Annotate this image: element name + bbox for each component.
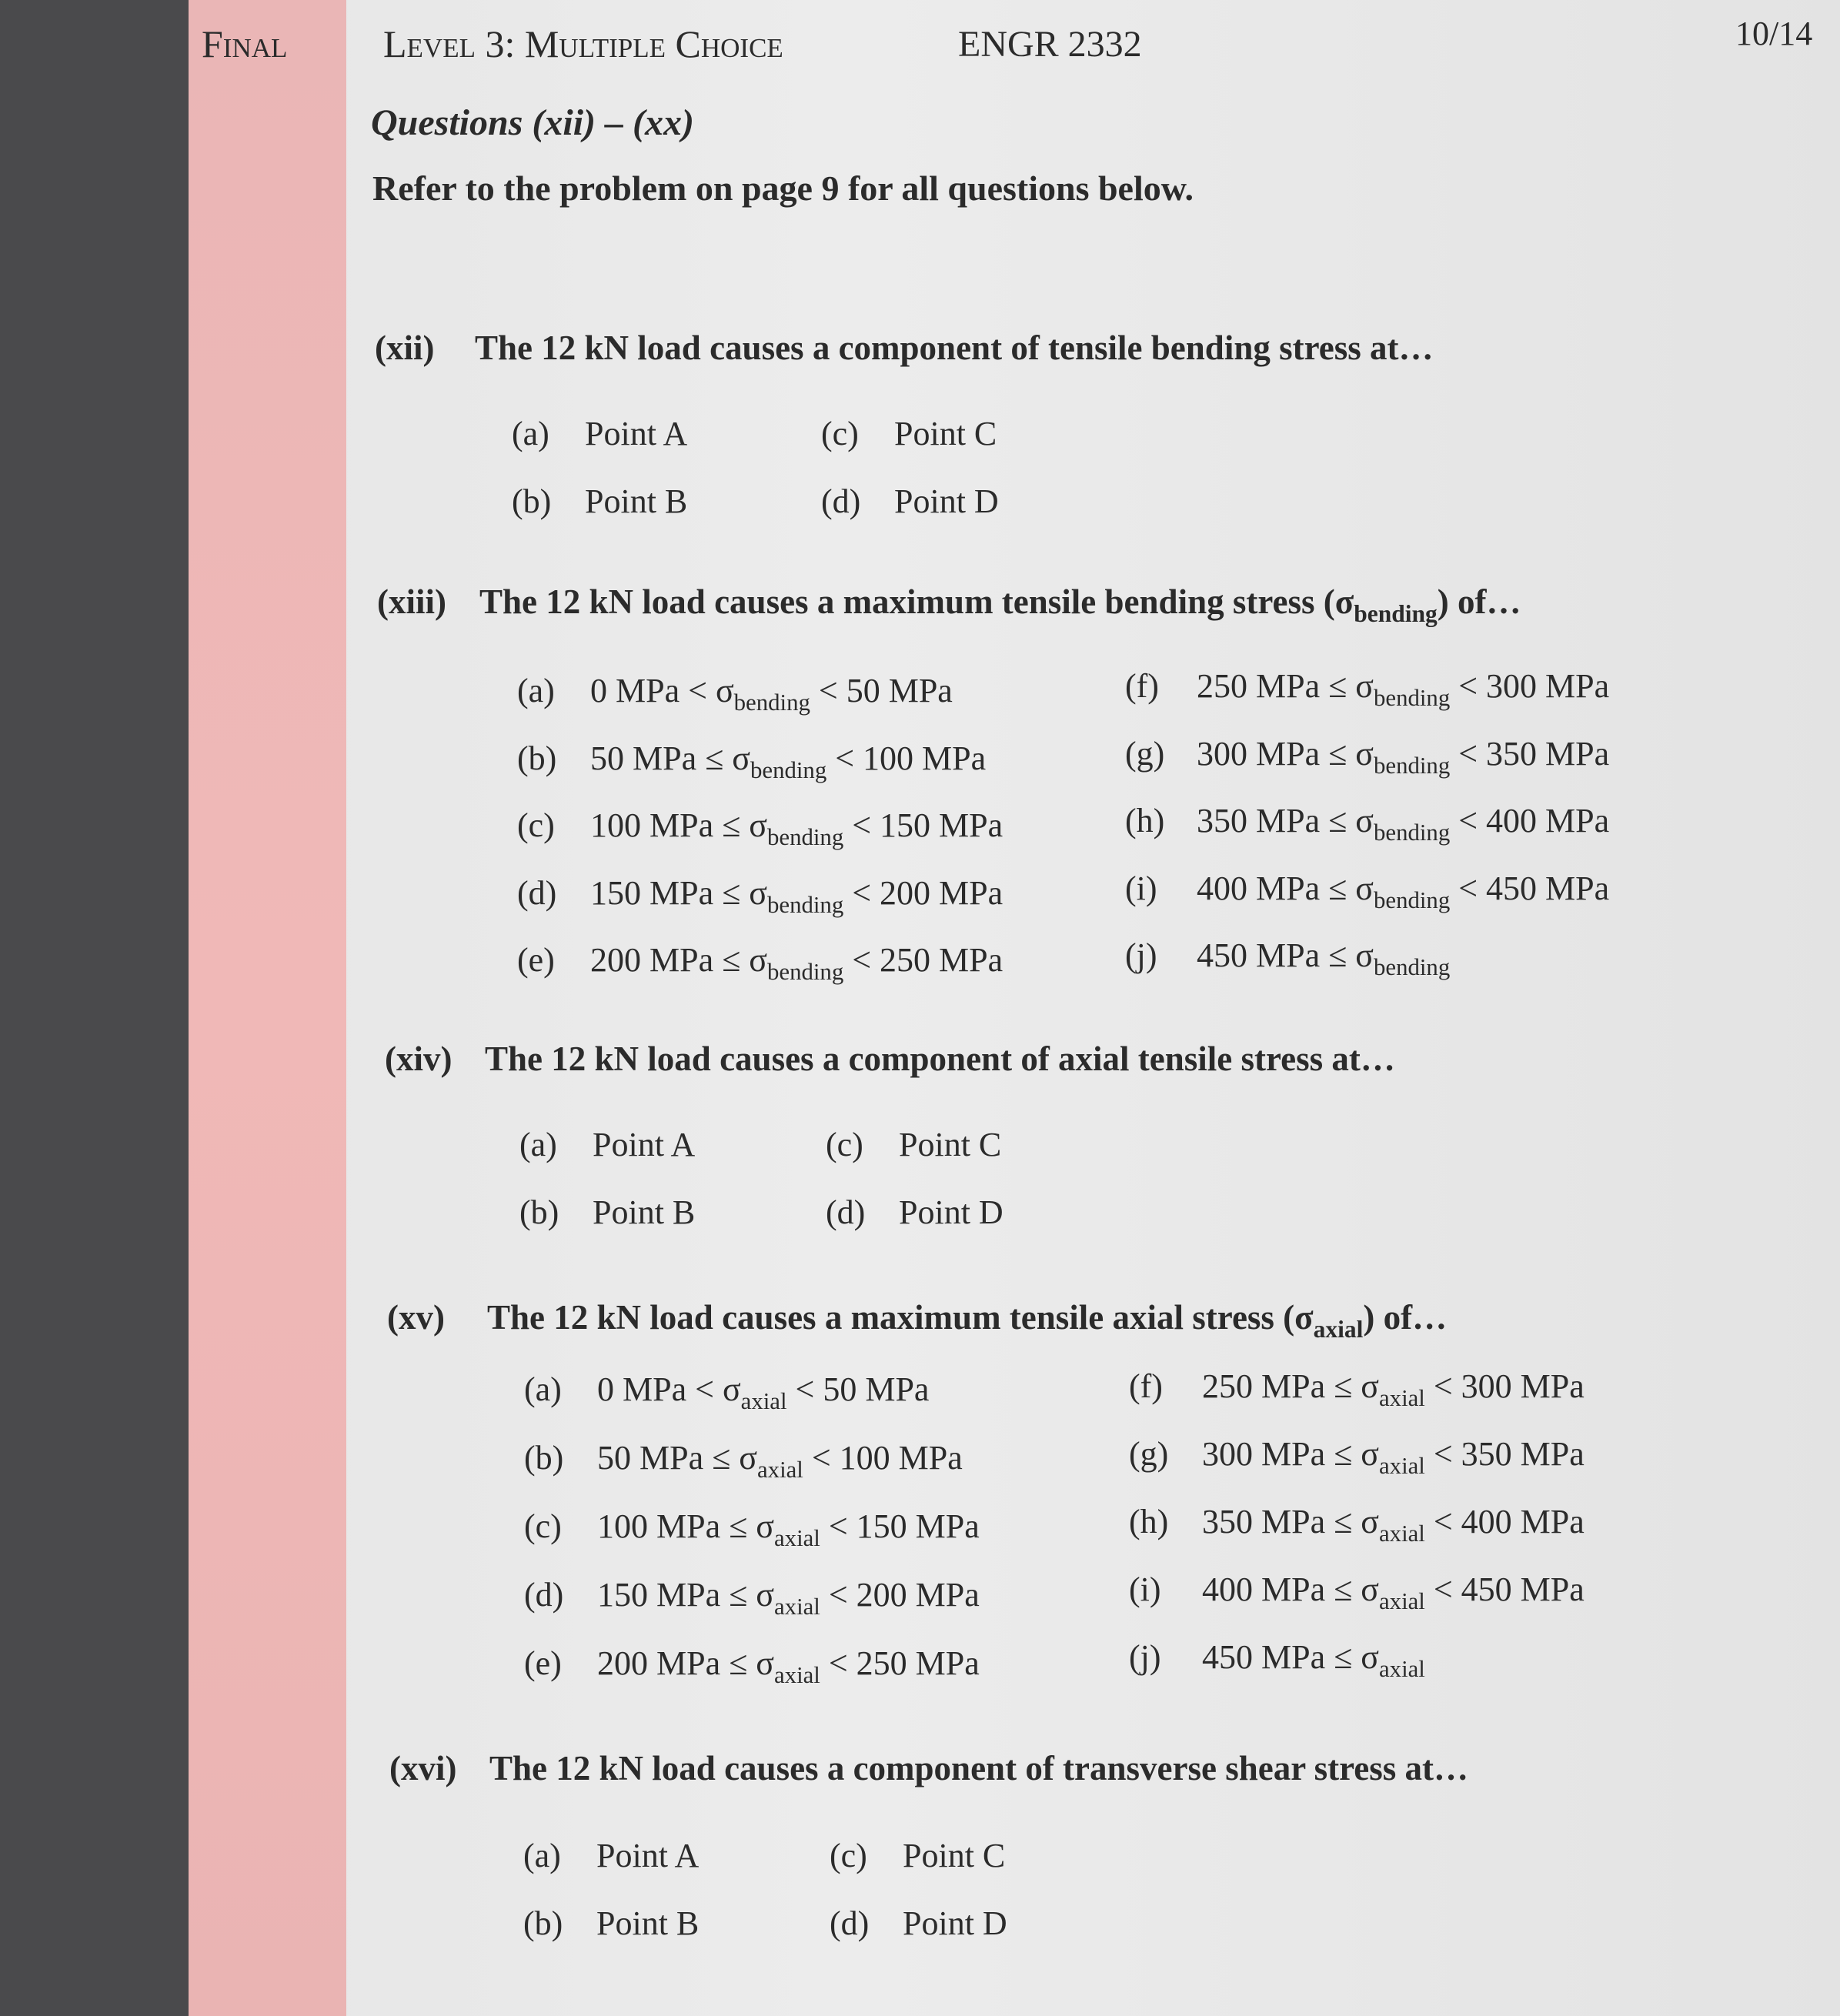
option-text: Point C — [899, 1126, 1002, 1163]
option-upper-bound: < 400 MPa — [1450, 802, 1610, 839]
sigma-symbol: σ — [732, 739, 750, 777]
option-lower-bound: 250 MPa ≤ — [1202, 1367, 1361, 1405]
option-text: Point D — [903, 1904, 1007, 1942]
stress-subscript: bending — [767, 891, 844, 918]
sigma-symbol: σ — [749, 941, 767, 979]
option-xii-d[interactable] — [821, 482, 999, 521]
option-upper-bound: < 200 MPa — [820, 1576, 980, 1614]
option-upper-bound: < 150 MPa — [843, 806, 1003, 844]
question-text-end: ) of… — [1437, 582, 1521, 621]
option-lower-bound: 450 MPa ≤ — [1197, 936, 1356, 974]
stress-subscript: bending — [1374, 819, 1451, 846]
question-number: (xv) — [387, 1298, 445, 1337]
option-xiii-f[interactable] — [1125, 666, 1609, 712]
sigma-symbol: σ — [1355, 734, 1374, 773]
header-course: ENGR 2332 — [958, 24, 1142, 65]
page-margin-band — [189, 0, 346, 2016]
option-xii-c[interactable] — [821, 414, 997, 453]
sigma-symbol: σ — [756, 1576, 774, 1614]
option-xv-e[interactable] — [524, 1644, 980, 1689]
option-letter: (d) — [830, 1904, 870, 1942]
section-instruction: Refer to the problem on page 9 for all questions below. — [372, 169, 1194, 208]
option-xv-i[interactable] — [1129, 1570, 1585, 1615]
stress-subscript: axial — [1313, 1316, 1364, 1343]
option-xv-g[interactable] — [1129, 1434, 1585, 1480]
option-xiii-d[interactable] — [517, 873, 1003, 919]
option-text: Point D — [899, 1193, 1003, 1231]
option-letter: (d) — [826, 1193, 866, 1231]
option-letter: (g) — [1125, 734, 1165, 773]
option-upper-bound: < 300 MPa — [1424, 1367, 1585, 1405]
sigma-symbol: σ — [1355, 936, 1374, 974]
option-upper-bound: < 300 MPa — [1450, 667, 1610, 705]
option-letter: (a) — [523, 1837, 561, 1874]
option-lower-bound: 0 MPa < — [590, 672, 716, 709]
option-upper-bound: < 250 MPa — [820, 1644, 980, 1682]
option-lower-bound: 300 MPa ≤ — [1197, 734, 1356, 773]
option-lower-bound: 350 MPa ≤ — [1202, 1503, 1361, 1540]
option-xiv-a[interactable] — [519, 1125, 695, 1164]
question-number: (xii) — [375, 329, 435, 367]
stress-subscript: axial — [774, 1593, 820, 1620]
option-xv-f[interactable] — [1129, 1367, 1585, 1412]
option-xiii-e[interactable] — [517, 940, 1003, 986]
question-text: The 12 kN load causes a component of tensile bending stress at… — [475, 329, 1434, 367]
question-text: The 12 kN load causes a component of transverse shear stress at… — [489, 1749, 1469, 1787]
option-xiv-d[interactable] — [826, 1193, 1003, 1232]
option-text: Point A — [593, 1126, 696, 1163]
stress-subscript: bending — [767, 823, 844, 850]
sigma-symbol: σ — [739, 1439, 757, 1477]
option-xii-a[interactable] — [512, 414, 687, 453]
stress-subscript: bending — [767, 958, 844, 985]
option-xv-a[interactable] — [524, 1370, 929, 1415]
sigma-symbol: σ — [1355, 802, 1374, 839]
option-letter: (f) — [1129, 1367, 1163, 1405]
option-lower-bound: 300 MPa ≤ — [1202, 1435, 1361, 1473]
option-upper-bound: < 450 MPa — [1450, 869, 1610, 907]
option-lower-bound: 350 MPa ≤ — [1197, 802, 1356, 839]
option-letter: (e) — [524, 1644, 562, 1682]
option-upper-bound: < 450 MPa — [1424, 1570, 1585, 1608]
option-upper-bound: < 200 MPa — [843, 873, 1003, 912]
sigma-symbol: σ — [715, 672, 734, 709]
option-upper-bound: < 250 MPa — [843, 941, 1003, 979]
option-xiii-a[interactable] — [517, 671, 953, 716]
option-letter: (h) — [1129, 1503, 1169, 1540]
option-letter: (b) — [519, 1193, 559, 1231]
option-letter: (d) — [517, 873, 557, 912]
stress-subscript: axial — [774, 1524, 820, 1551]
option-upper-bound: < 50 MPa — [810, 672, 953, 709]
sigma-symbol: σ — [1361, 1570, 1379, 1608]
option-text: Point B — [593, 1193, 696, 1231]
option-xv-h[interactable] — [1129, 1502, 1585, 1547]
option-xv-c[interactable] — [524, 1507, 980, 1552]
option-letter: (c) — [524, 1507, 562, 1545]
option-letter: (b) — [512, 482, 552, 520]
option-letter: (a) — [524, 1370, 562, 1408]
option-xv-j[interactable] — [1129, 1637, 1425, 1683]
option-letter: (a) — [517, 672, 555, 709]
option-upper-bound: < 350 MPa — [1450, 734, 1610, 773]
option-letter: (a) — [519, 1126, 557, 1163]
option-lower-bound: 200 MPa ≤ — [597, 1644, 756, 1682]
option-text: Point C — [894, 415, 997, 452]
option-text: Point B — [585, 482, 688, 520]
option-letter: (d) — [524, 1576, 564, 1614]
stress-subscript: axial — [774, 1661, 820, 1688]
question-xiv — [385, 1039, 1395, 1079]
stress-subscript: bending — [1374, 752, 1451, 779]
option-text: Point B — [596, 1904, 700, 1942]
option-letter: (j) — [1129, 1638, 1161, 1676]
option-text: Point A — [585, 415, 688, 452]
header-final: Final — [202, 22, 288, 65]
stress-subscript: bending — [1374, 684, 1451, 711]
option-letter: (h) — [1125, 802, 1165, 839]
option-text: Point A — [596, 1837, 700, 1874]
stress-subscript: bending — [1374, 953, 1451, 980]
option-xiii-c[interactable] — [517, 806, 1003, 851]
header-level: Level 3: Multiple Choice — [383, 22, 783, 65]
option-lower-bound: 150 MPa ≤ — [597, 1576, 756, 1614]
option-lower-bound: 100 MPa ≤ — [590, 806, 750, 844]
option-xii-b[interactable] — [512, 482, 687, 521]
option-xvi-a[interactable] — [523, 1836, 699, 1875]
option-lower-bound: 100 MPa ≤ — [597, 1507, 756, 1545]
option-lower-bound: 50 MPa ≤ — [590, 739, 733, 777]
option-lower-bound: 400 MPa ≤ — [1197, 869, 1356, 907]
question-text: The 12 kN load causes a maximum tensile bending stress (σ — [479, 582, 1354, 621]
option-xiii-j[interactable] — [1125, 936, 1450, 981]
option-text: Point C — [903, 1837, 1006, 1874]
option-letter: (i) — [1129, 1570, 1161, 1608]
option-letter: (b) — [523, 1904, 563, 1942]
exam-page — [189, 0, 1840, 2016]
option-letter: (b) — [517, 739, 557, 777]
option-xiii-h[interactable] — [1125, 801, 1609, 846]
sigma-symbol: σ — [1355, 869, 1374, 907]
option-xvi-d[interactable] — [830, 1904, 1007, 1943]
question-text: The 12 kN load causes a maximum tensile axial stress (σ — [487, 1298, 1314, 1337]
option-xiv-b[interactable] — [519, 1193, 695, 1232]
stress-subscript: bending — [750, 756, 827, 783]
sigma-symbol: σ — [749, 806, 767, 844]
option-upper-bound: < 350 MPa — [1424, 1435, 1585, 1473]
option-upper-bound: < 100 MPa — [826, 739, 987, 777]
sigma-symbol: σ — [722, 1370, 741, 1408]
sigma-symbol: σ — [756, 1644, 774, 1682]
stress-subscript: bending — [1374, 886, 1451, 913]
option-xiii-i[interactable] — [1125, 869, 1609, 914]
sigma-symbol: σ — [1361, 1638, 1379, 1676]
option-lower-bound: 50 MPa ≤ — [597, 1439, 740, 1477]
option-letter: (g) — [1129, 1435, 1169, 1473]
option-xiii-b[interactable] — [517, 739, 986, 784]
option-text: Point D — [894, 482, 999, 520]
option-lower-bound: 200 MPa ≤ — [590, 941, 750, 979]
question-xiii — [377, 582, 1521, 628]
option-xv-b[interactable] — [524, 1438, 963, 1484]
option-upper-bound: < 400 MPa — [1424, 1503, 1585, 1540]
option-xvi-c[interactable] — [830, 1836, 1005, 1875]
stress-subscript: axial — [1379, 1587, 1425, 1614]
stress-subscript: bending — [1354, 600, 1438, 628]
option-letter: (f) — [1125, 667, 1159, 705]
question-xv — [387, 1297, 1447, 1343]
option-upper-bound: < 150 MPa — [820, 1507, 980, 1545]
question-number: (xiii) — [377, 582, 446, 621]
option-letter: (c) — [826, 1126, 863, 1163]
option-upper-bound: < 100 MPa — [803, 1439, 963, 1477]
option-lower-bound: 400 MPa ≤ — [1202, 1570, 1361, 1608]
sigma-symbol: σ — [1361, 1367, 1379, 1405]
option-letter: (j) — [1125, 936, 1157, 974]
page-number: 10/14 — [1735, 15, 1813, 52]
stress-subscript: bending — [733, 689, 810, 716]
option-letter: (d) — [821, 482, 861, 520]
question-number: (xiv) — [385, 1040, 452, 1078]
stress-subscript: axial — [757, 1456, 803, 1483]
option-lower-bound: 150 MPa ≤ — [590, 873, 750, 912]
question-text-end: ) of… — [1363, 1298, 1448, 1337]
section-title: Questions (xii) – (xx) — [371, 102, 694, 143]
question-xii — [375, 328, 1434, 368]
option-letter: (a) — [512, 415, 549, 452]
sigma-symbol: σ — [756, 1507, 774, 1545]
stress-subscript: axial — [1379, 1520, 1425, 1547]
question-xvi — [389, 1748, 1468, 1788]
question-text: The 12 kN load causes a component of axial tensile stress at… — [485, 1040, 1395, 1078]
option-xiii-g[interactable] — [1125, 734, 1609, 779]
option-xvi-b[interactable] — [523, 1904, 699, 1943]
option-letter: (b) — [524, 1439, 564, 1477]
option-letter: (e) — [517, 941, 555, 979]
stress-subscript: axial — [1379, 1655, 1425, 1682]
sigma-symbol: σ — [1361, 1435, 1379, 1473]
option-xv-d[interactable] — [524, 1575, 980, 1620]
option-lower-bound: 0 MPa < — [597, 1370, 723, 1408]
sigma-symbol: σ — [1361, 1503, 1379, 1540]
sigma-symbol: σ — [1355, 667, 1374, 705]
option-letter: (c) — [830, 1837, 867, 1874]
option-xiv-c[interactable] — [826, 1125, 1001, 1164]
stress-subscript: axial — [1379, 1384, 1425, 1411]
option-upper-bound: < 50 MPa — [786, 1370, 930, 1408]
option-lower-bound: 250 MPa ≤ — [1197, 667, 1356, 705]
sigma-symbol: σ — [749, 873, 767, 912]
option-letter: (c) — [821, 415, 859, 452]
question-number: (xvi) — [389, 1749, 457, 1787]
option-lower-bound: 450 MPa ≤ — [1202, 1638, 1361, 1676]
option-letter: (i) — [1125, 869, 1157, 907]
stress-subscript: axial — [740, 1387, 787, 1414]
stress-subscript: axial — [1379, 1452, 1425, 1479]
option-letter: (c) — [517, 806, 555, 844]
